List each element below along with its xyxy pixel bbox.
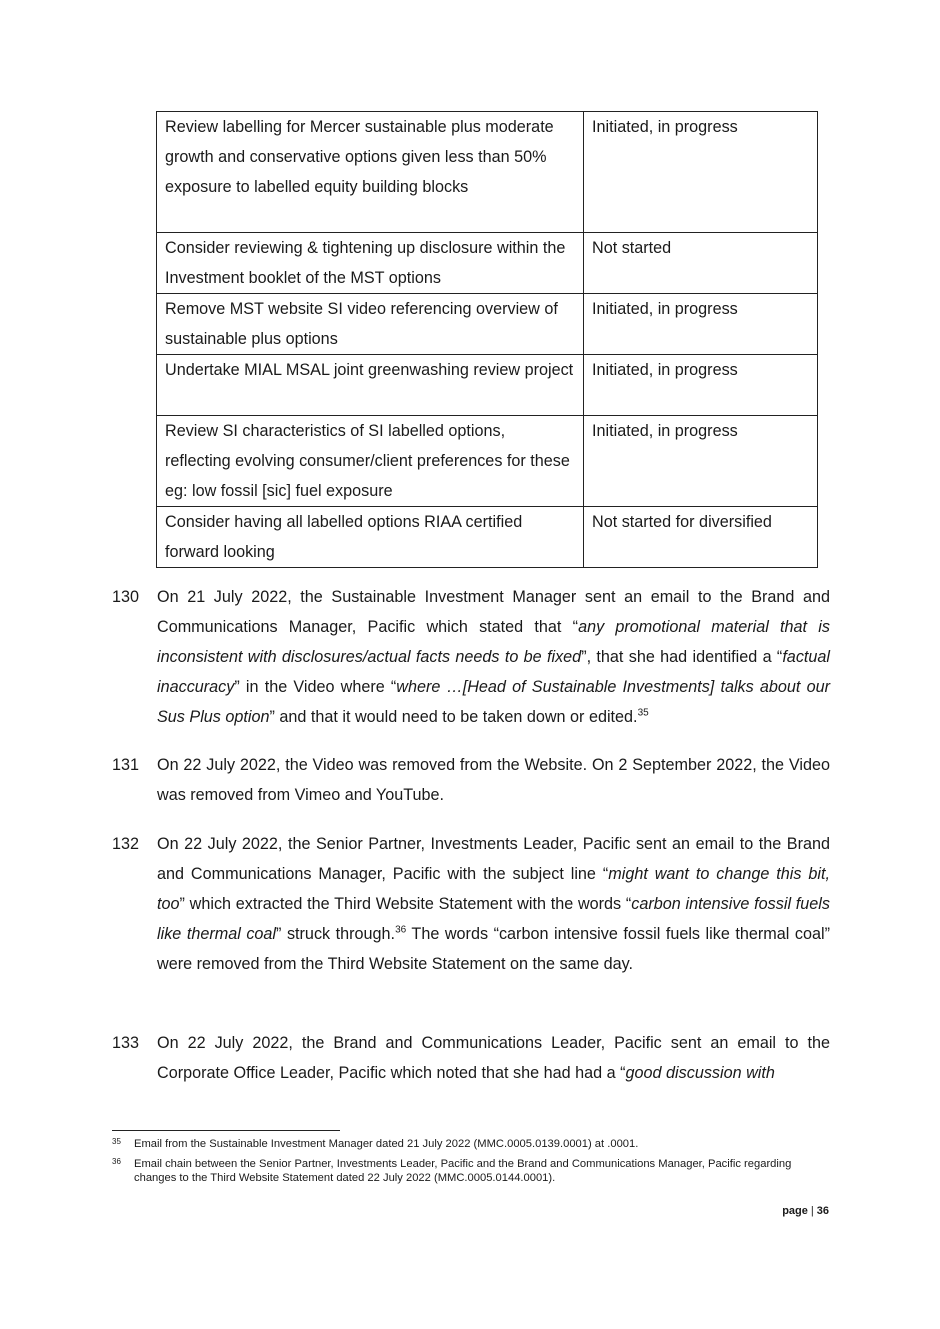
action-cell: Review SI characteristics of SI labelled options, reflecting evolving consumer/client preferences for these eg: low fossil [sic] fuel exposure bbox=[157, 416, 584, 507]
action-cell: Review labelling for Mercer sustainable plus moderate growth and conservative options given less than 50% exposure to labelled equity building blocks bbox=[157, 112, 584, 233]
footnote-number: 36 bbox=[112, 1157, 121, 1166]
action-cell: Consider having all labelled options RIAA certified forward looking bbox=[157, 507, 584, 568]
footnote-divider bbox=[112, 1130, 340, 1131]
status-cell: Not started bbox=[584, 233, 818, 294]
footnote-text: Email chain between the Senior Partner, Investments Leader, Pacific and the Brand and Communications Manager, Pacific regarding changes to the Third Website Statement dated 22 July 2022 (MMC.0005.0144.0001). bbox=[134, 1158, 792, 1184]
paragraph-number: 133 bbox=[112, 1034, 140, 1052]
status-cell: Not started for diversified bbox=[584, 507, 818, 568]
footnote-36 bbox=[112, 1157, 830, 1185]
paragraph-131 bbox=[112, 750, 830, 810]
paragraph-130 bbox=[112, 582, 830, 732]
status-cell: Initiated, in progress bbox=[584, 355, 818, 416]
paragraph-132 bbox=[112, 829, 830, 979]
action-cell: Undertake MIAL MSAL joint greenwashing review project bbox=[157, 355, 584, 416]
paragraph-text: On 22 July 2022, the Video was removed from the Website. On 2 September 2022, the Video was removed from Vimeo and YouTube. bbox=[157, 756, 830, 804]
table-row bbox=[157, 416, 818, 507]
status-cell: Initiated, in progress bbox=[584, 416, 818, 507]
footnote-number: 35 bbox=[112, 1137, 121, 1146]
table-row bbox=[157, 507, 818, 568]
paragraph-text: On 21 July 2022, the Sustainable Investment Manager sent an email to the Brand and Communications Manager, Pacific which stated that “any promotional material that is inconsistent with disclosures/actual facts needs to be fixed”, that she had identified a “factual inaccuracy” in the Video where “where …[Head of Sustainable Investments] talks about our Sus Plus option” and that it would need to be taken down or edited.$^{35}$ bbox=[157, 588, 831, 726]
paragraph-133 bbox=[112, 1028, 830, 1088]
paragraph-number: 132 bbox=[112, 835, 140, 853]
action-cell: Remove MST website SI video referencing overview of sustainable plus options bbox=[157, 294, 584, 355]
table-row bbox=[157, 233, 818, 294]
paragraph-text: On 22 July 2022, the Senior Partner, Investments Leader, Pacific sent an email to the Brand and Communications Manager, Pacific with the subject line “might want to change this bit, too” which extracted the Third Website Statement with the words “carbon intensive fossil fuels like thermal coal” struck through.$^{36}$ The words “carbon intensive fossil fuels like thermal coal” were removed from the Third Website Statement on the same day. bbox=[157, 835, 830, 973]
action-status-table bbox=[156, 111, 818, 568]
paragraph-text: On 22 July 2022, the Brand and Communications Leader, Pacific sent an email to the Corporate Office Leader, Pacific which noted that she had had a “good discussion with bbox=[157, 1034, 830, 1082]
table-row bbox=[157, 112, 818, 233]
paragraph-number: 131 bbox=[112, 756, 140, 774]
footnote-text: Email from the Sustainable Investment Manager dated 21 July 2022 (MMC.0005.0139.0001) at .0001. bbox=[134, 1138, 639, 1150]
page-number: page | 36 bbox=[782, 1205, 829, 1217]
footnote-35 bbox=[112, 1137, 830, 1151]
paragraph-number: 130 bbox=[112, 588, 140, 606]
action-cell: Consider reviewing & tightening up disclosure within the Investment booklet of the MST options bbox=[157, 233, 584, 294]
footnote-ref[interactable]: 35 bbox=[637, 707, 649, 719]
footnote-ref[interactable]: 36 bbox=[395, 924, 407, 936]
status-cell: Initiated, in progress bbox=[584, 294, 818, 355]
table-row bbox=[157, 294, 818, 355]
status-cell: Initiated, in progress bbox=[584, 112, 818, 233]
table-row bbox=[157, 355, 818, 416]
